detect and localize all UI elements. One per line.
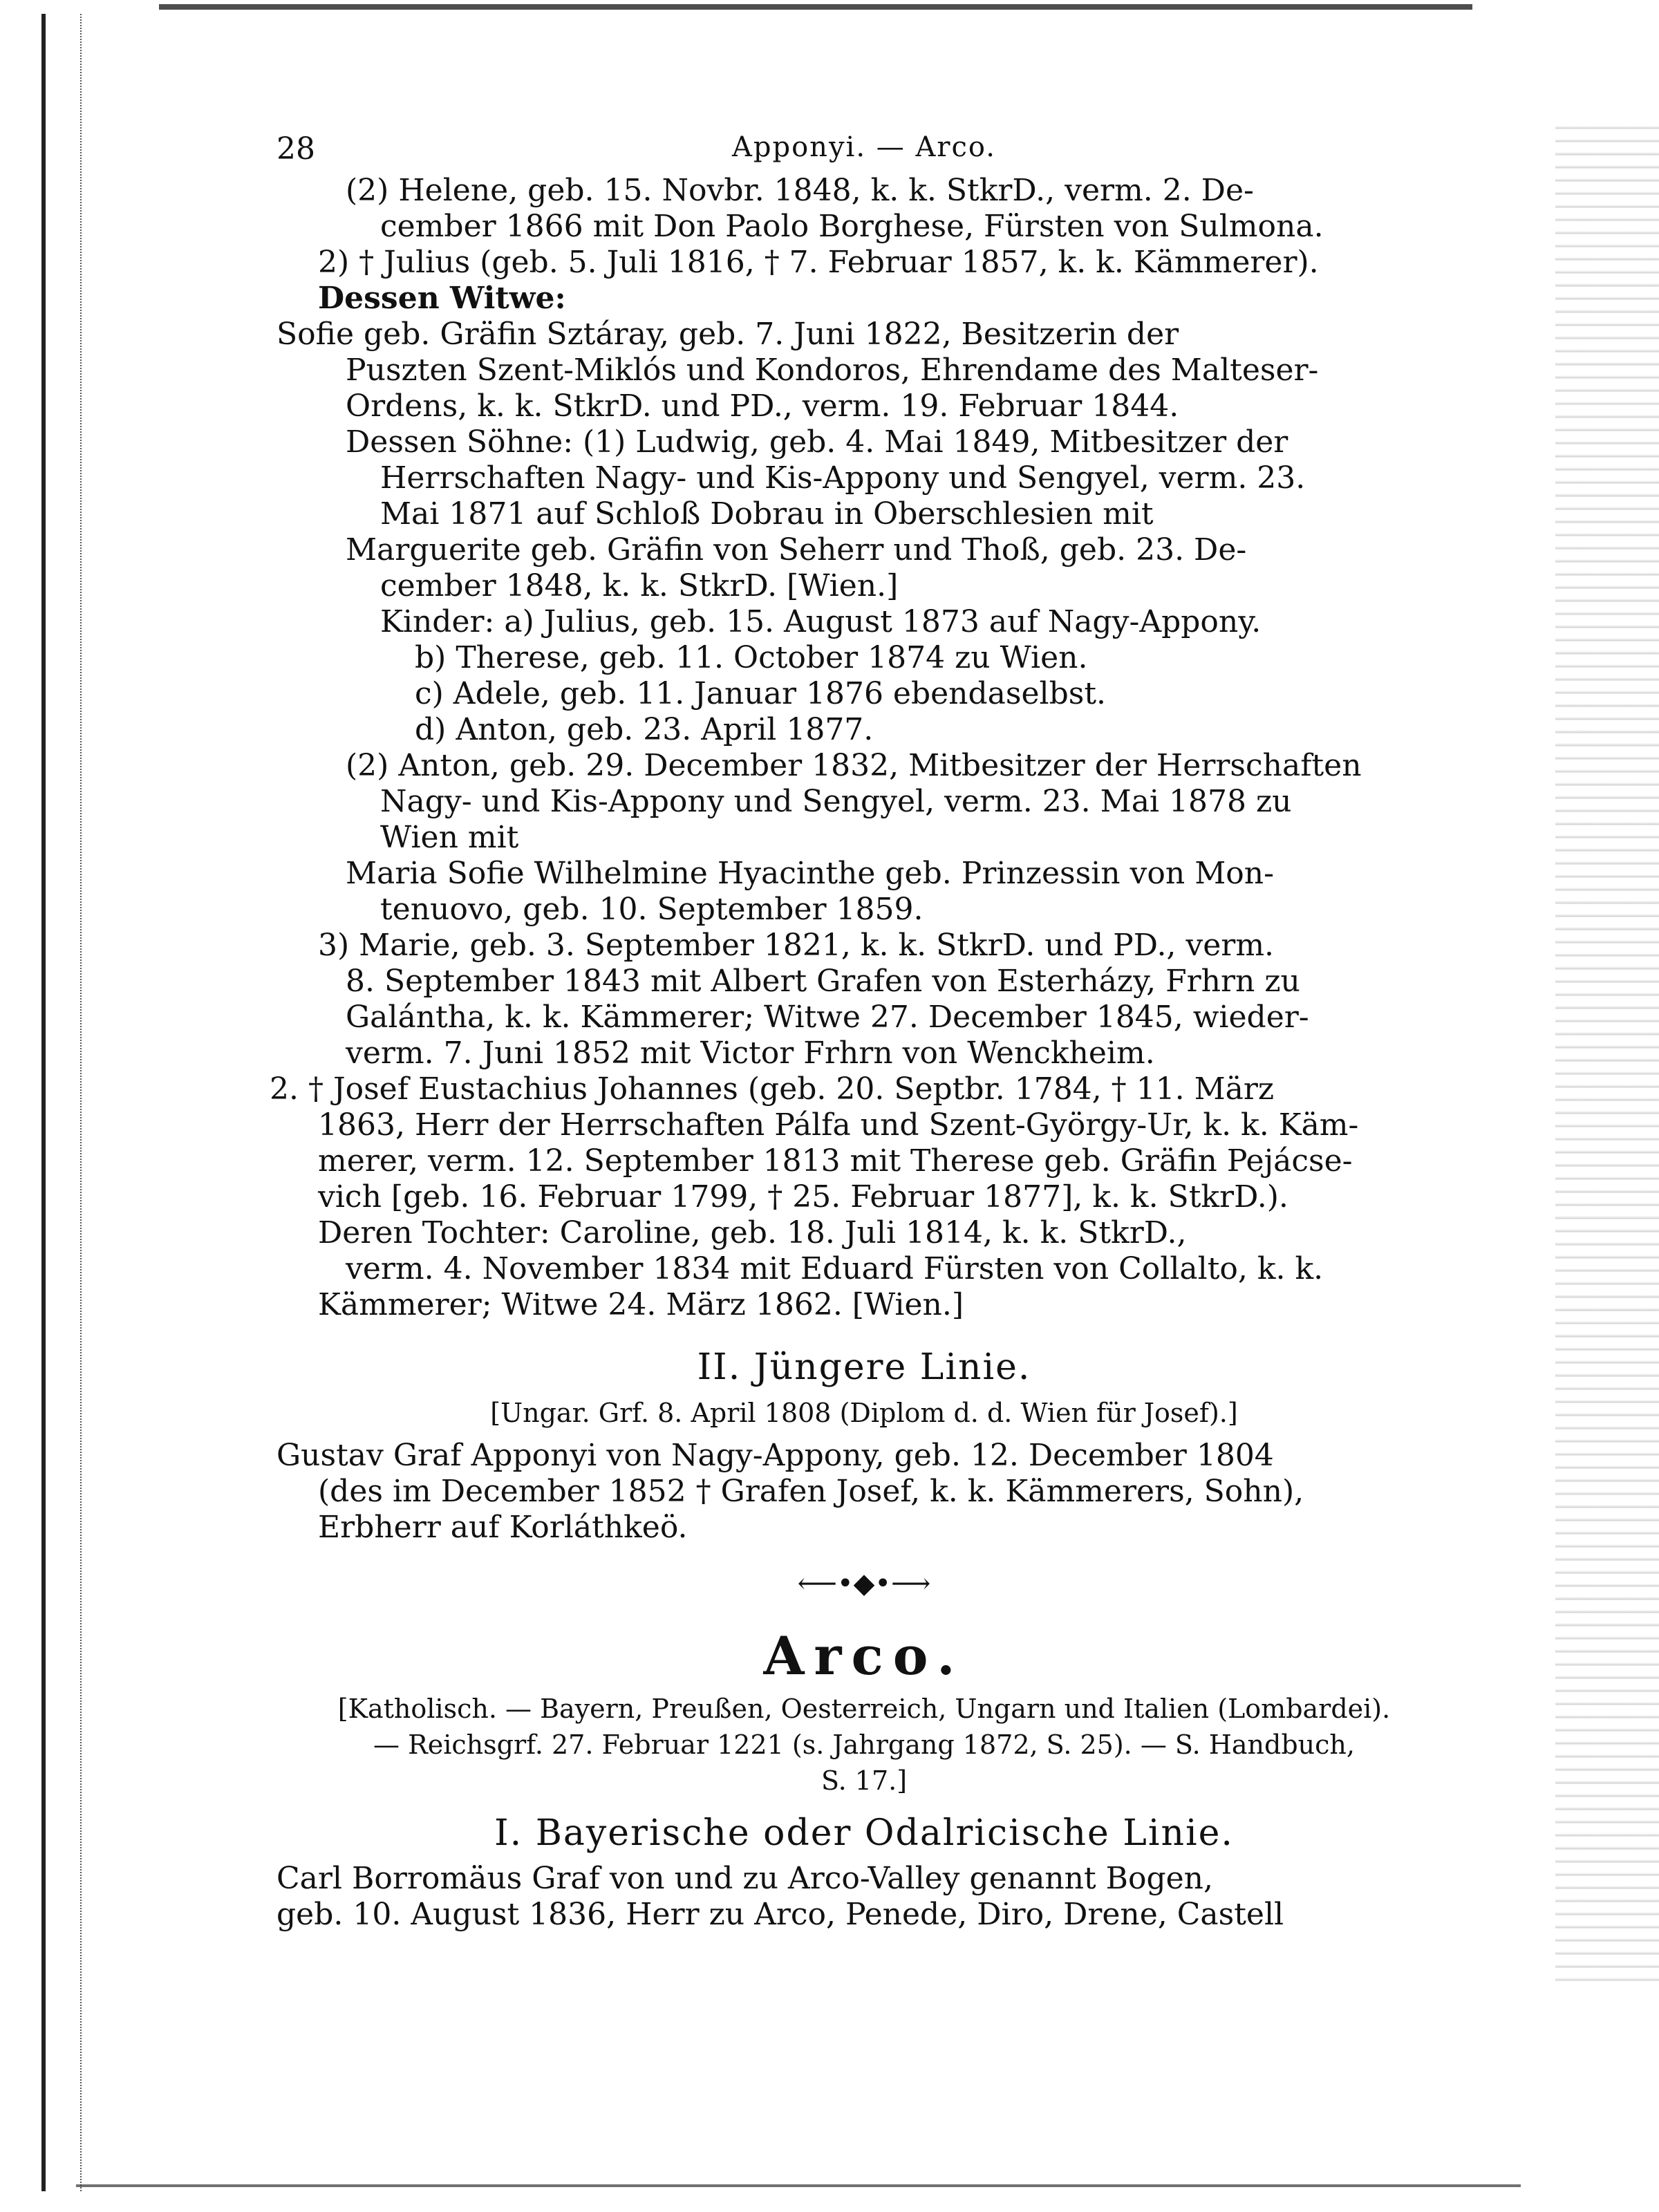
text-line: 8. September 1843 mit Albert Grafen von Esterházy, Frhrn zu [346, 964, 1300, 999]
text-line: vich [geb. 16. Februar 1799, † 25. Februar 1877], k. k. StkrD.). [318, 1179, 1288, 1215]
text-line: Nagy- und Kis-Appony und Sengyel, verm. 23. Mai 1878 zu [380, 784, 1292, 819]
running-head: Apponyi. — Arco. [732, 131, 996, 163]
text-line: c) Adele, geb. 11. Januar 1876 ebendaselbst. [415, 676, 1107, 711]
text-line: Deren Tochter: Caroline, geb. 18. Juli 1814, k. k. StkrD., [318, 1215, 1187, 1250]
text-line: Wien mit [380, 820, 519, 855]
text-line: 1863, Herr der Herrschaften Pálfa und Szent-György-Ur, k. k. Käm- [318, 1107, 1359, 1143]
text-line: verm. 7. Juni 1852 mit Victor Frhrn von Wenckheim. [346, 1035, 1155, 1071]
page-header [276, 124, 1452, 173]
text-line: tenuovo, geb. 10. September 1859. [380, 892, 924, 927]
family-heading: Arco. [763, 1625, 965, 1687]
text-line: Puszten Szent-Miklós und Kondoros, Ehrendame des Malteser- [346, 353, 1319, 388]
text-line: (des im December 1852 † Grafen Josef, k. k. Kämmerers, Sohn), [318, 1474, 1304, 1509]
text-line: cember 1866 mit Don Paolo Borghese, Fürsten von Sulmona. [380, 209, 1324, 244]
family-note-line: — Reichsgrf. 27. Februar 1221 (s. Jahrgang 1872, S. 25). — S. Handbuch, [373, 1730, 1355, 1760]
text-line: Maria Sofie Wilhelmine Hyacinthe geb. Prinzessin von Mon- [346, 856, 1274, 891]
text-line: Erbherr auf Korláthkeö. [318, 1510, 688, 1545]
text-line: Gustav Graf Apponyi von Nagy-Appony, geb. 12. December 1804 [276, 1438, 1274, 1473]
text-line: Sofie geb. Gräfin Sztáray, geb. 7. Juni 1822, Besitzerin der [276, 317, 1179, 352]
family-note-line: [Katholisch. — Bayern, Preußen, Oesterreich, Ungarn und Italien (Lombardei). [337, 1694, 1391, 1724]
text-line: cember 1848, k. k. StkrD. [Wien.] [380, 568, 899, 603]
text-line: merer, verm. 12. September 1813 mit Therese geb. Gräfin Pejácse- [318, 1143, 1353, 1179]
scan-binding-edge [41, 14, 82, 2191]
text-line: geb. 10. August 1836, Herr zu Arco, Penede, Diro, Drene, Castell [276, 1897, 1284, 1932]
text-line: verm. 4. November 1834 mit Eduard Fürsten von Collalto, k. k. [346, 1251, 1324, 1286]
scan-facing-page-edge [1555, 124, 1659, 1991]
scan-top-edge [159, 4, 1472, 10]
scan-bottom-edge [76, 2184, 1521, 2187]
text-line: 2) † Julius (geb. 5. Juli 1816, † 7. Februar 1857, k. k. Kämmerer). [318, 245, 1319, 280]
text-line: Ordens, k. k. StkrD. und PD., verm. 19. Februar 1844. [346, 388, 1179, 424]
page-number: 28 [276, 131, 315, 167]
section-note: [Ungar. Grf. 8. April 1808 (Diplom d. d. Wien für Josef).] [490, 1398, 1238, 1428]
text-line: 3) Marie, geb. 3. September 1821, k. k. StkrD. und PD., verm. [318, 928, 1275, 963]
text-line: Galántha, k. k. Kämmerer; Witwe 27. December 1845, wieder- [346, 1000, 1309, 1035]
text-line: Carl Borromäus Graf von und zu Arco-Valley genannt Bogen, [276, 1861, 1213, 1896]
text-line: Marguerite geb. Gräfin von Seherr und Thoß, geb. 23. De- [346, 532, 1247, 568]
text-line: d) Anton, geb. 23. April 1877. [415, 712, 874, 747]
text-line: Kämmerer; Witwe 24. März 1862. [Wien.] [318, 1287, 964, 1322]
section-title: II. Jüngere Linie. [697, 1347, 1031, 1388]
text-line: (2) Anton, geb. 29. December 1832, Mitbesitzer der Herrschaften [346, 748, 1362, 783]
text-line: Dessen Witwe: [318, 281, 566, 316]
text-line: 2. † Josef Eustachius Johannes (geb. 20. Septbr. 1784, † 11. März [270, 1071, 1275, 1107]
page-content [270, 124, 1452, 1933]
text-line: Mai 1871 auf Schloß Dobrau in Oberschlesien mit [380, 496, 1154, 532]
text-line: Herrschaften Nagy- und Kis-Appony und Sengyel, verm. 23. [380, 460, 1306, 496]
text-line: Dessen Söhne: (1) Ludwig, geb. 4. Mai 1849, Mitbesitzer der [346, 424, 1288, 460]
text-line: Kinder: a) Julius, geb. 15. August 1873 auf Nagy-Appony. [380, 604, 1262, 639]
text-line: (2) Helene, geb. 15. Novbr. 1848, k. k. StkrD., verm. 2. De- [346, 173, 1254, 208]
text-line: b) Therese, geb. 11. October 1874 zu Wien. [415, 640, 1088, 675]
ornament-divider: ⟵•◆•⟶ [797, 1568, 931, 1600]
section-title: I. Bayerische oder Odalricische Linie. [494, 1812, 1234, 1854]
family-note-line: S. 17.] [821, 1765, 908, 1796]
